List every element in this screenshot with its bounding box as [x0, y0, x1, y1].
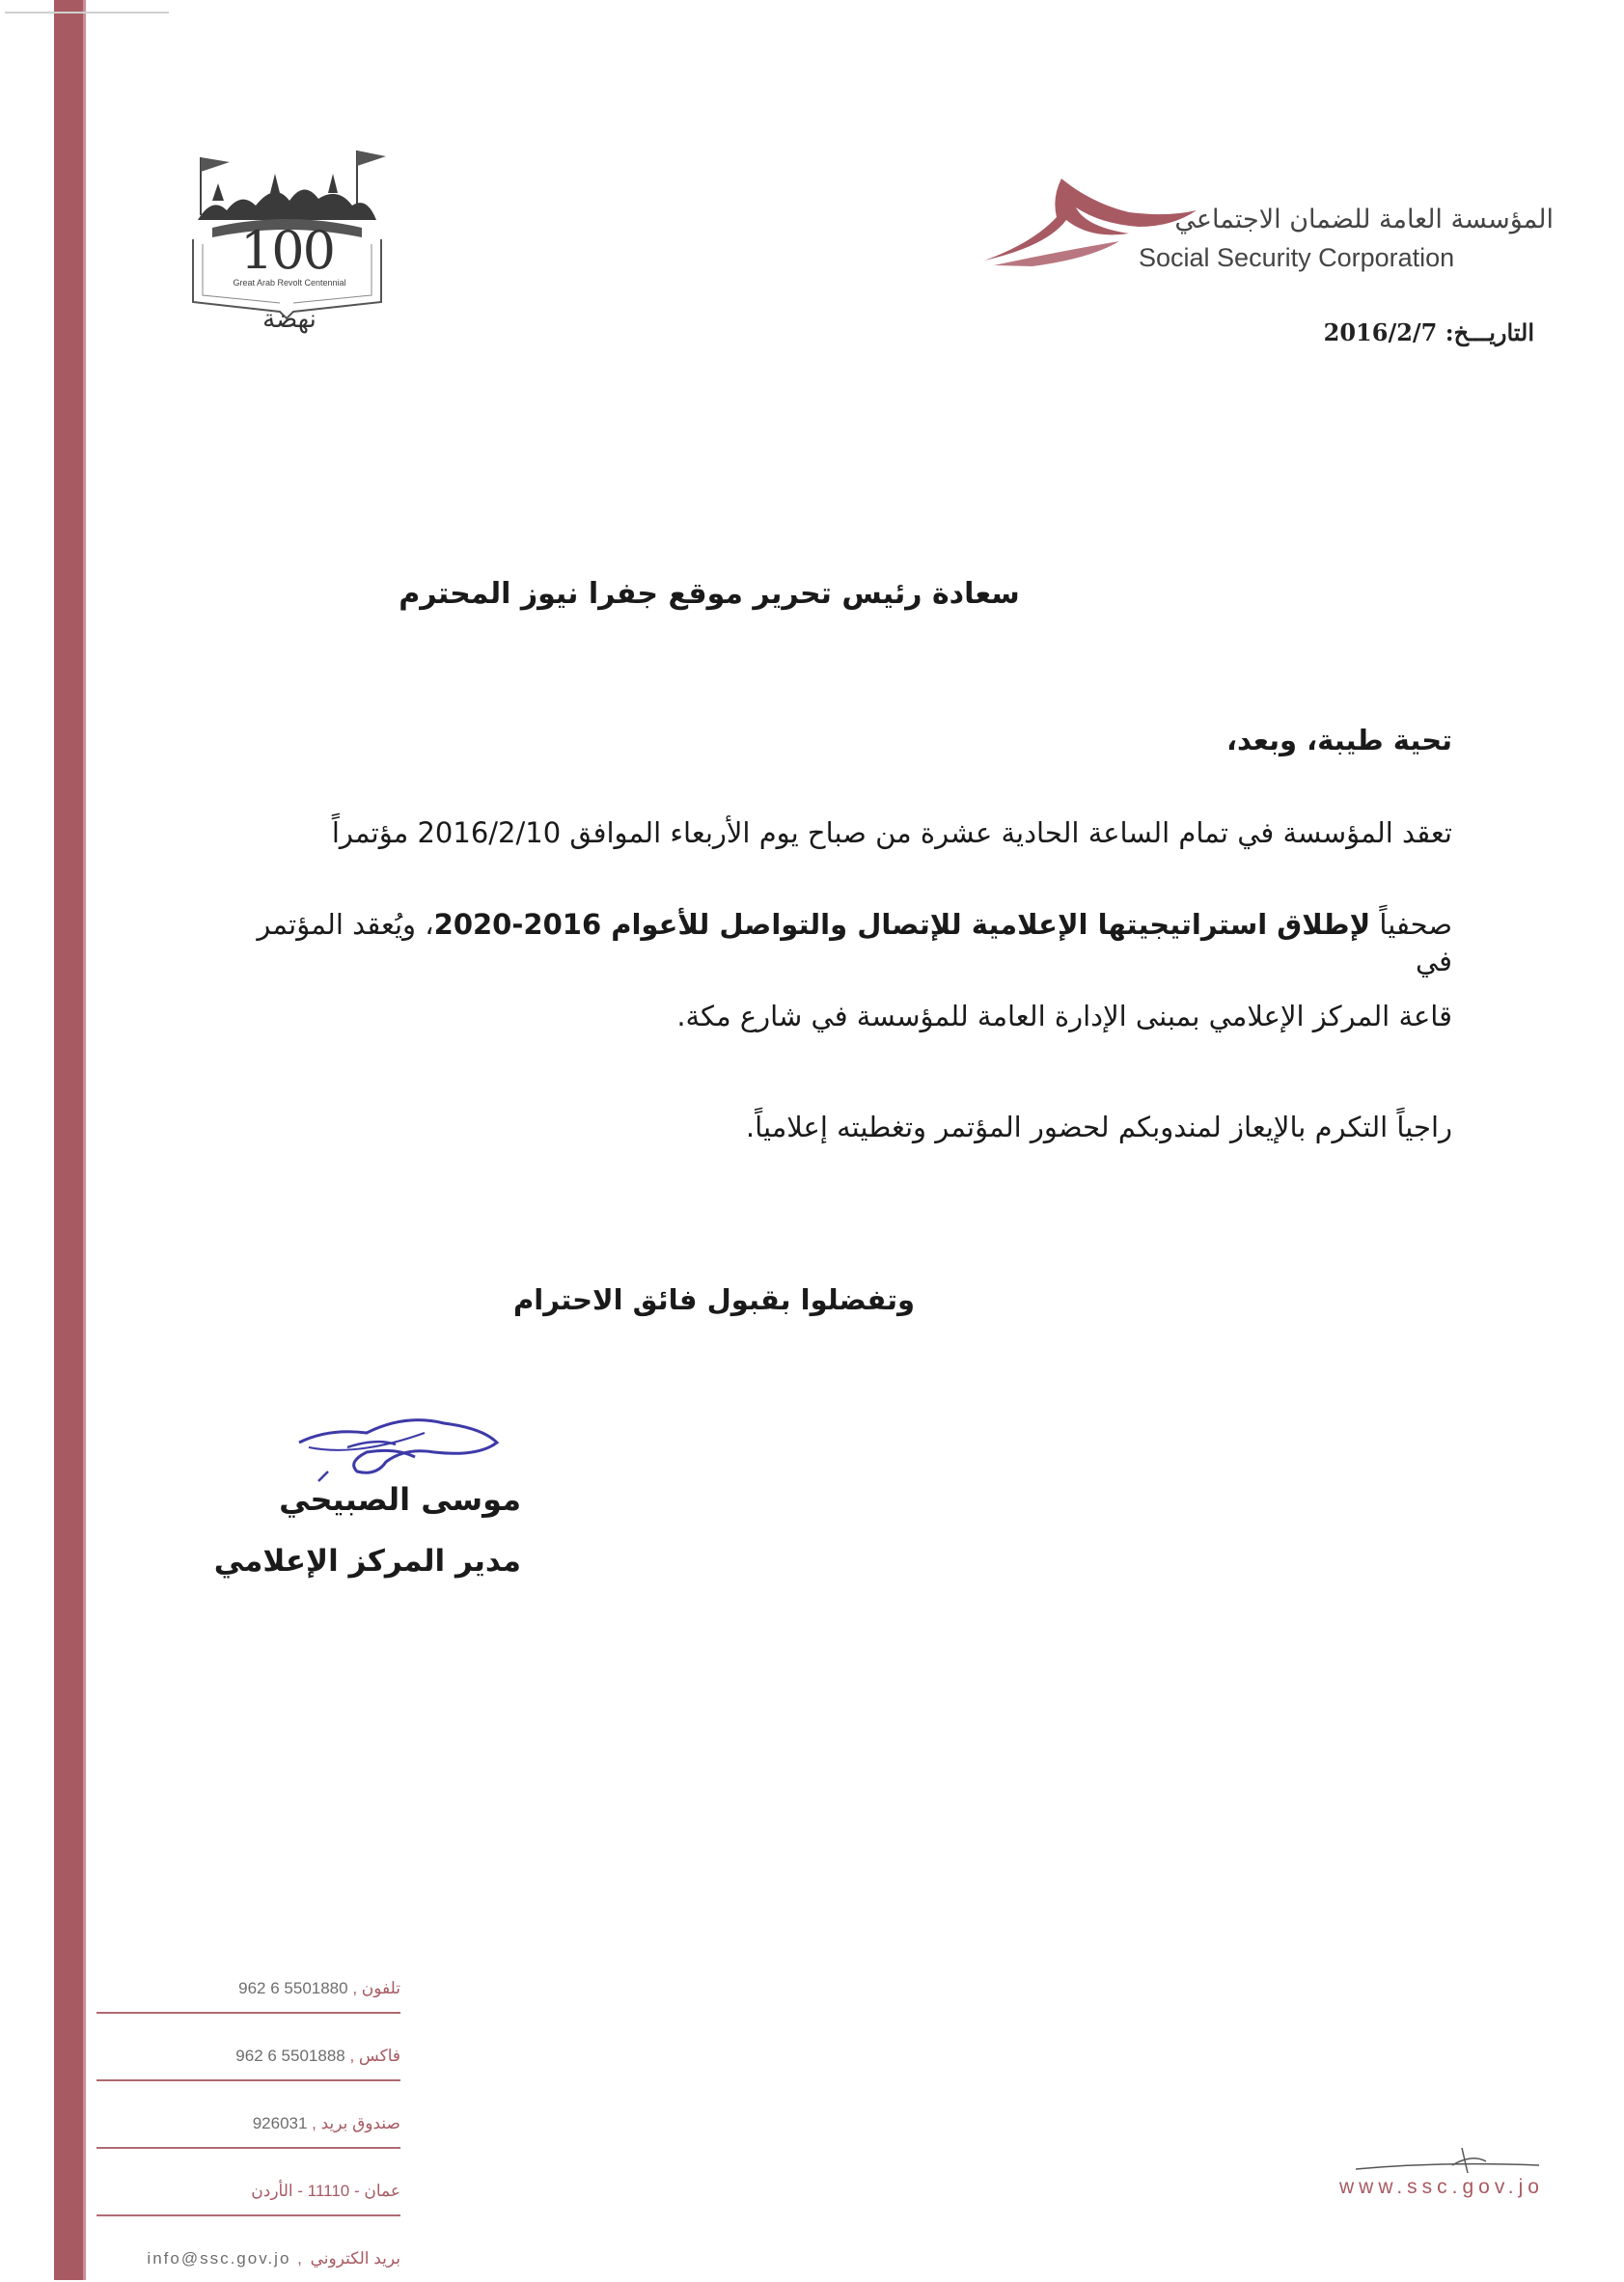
- letter-date: [1158, 318, 1534, 346]
- body-paragraph-1: تعقد المؤسسة في تمام الساعة الحادية عشرة من صباح يوم الأربعاء الموافق 2016/2/10 مؤتمراً: [331, 816, 1452, 849]
- letter-closing: وتفضلوا بقبول فائق الاحترام: [513, 1283, 915, 1316]
- footer-email: info@ssc.gov.jo: [147, 2249, 291, 2268]
- footer-phone-label: تلفون: [361, 1979, 400, 1997]
- footer-pobox: 926031: [252, 2114, 308, 2132]
- top-scan-rule: [5, 12, 169, 14]
- p2-end: ، ويُعقد المؤتمر في: [257, 908, 1452, 977]
- footer-city: عمان - 11110 - الأردن: [251, 2182, 400, 2200]
- footer-fax: 962 6 5501888: [235, 2047, 345, 2065]
- letter-salutation: سعادة رئيس تحرير موقع جفرا نيوز المحترم: [399, 577, 1020, 611]
- signer-name: موسى الصبيحي: [279, 1481, 521, 1518]
- p2-start: صحفياً: [1370, 908, 1452, 941]
- body-paragraph-4: راجياً التكرم بالإيعاز لمندوبكم لحضور المؤتمر وتغطيته إعلامياً.: [745, 1111, 1452, 1143]
- centennial-logo: [183, 143, 391, 345]
- handwritten-signature: [289, 1404, 521, 1491]
- body-paragraph-3: قاعة المركز الإعلامي بمبنى الإدارة العامة للمؤسسة في شارع مكة.: [676, 1000, 1452, 1032]
- footer-city-row: [96, 2147, 400, 2216]
- footer-pobox-label: صندوق بريد: [320, 2114, 400, 2132]
- centennial-word: نهضة: [262, 305, 317, 334]
- footer-pobox-row: 926031 , صندوق بريد: [96, 2079, 400, 2149]
- left-decorative-band: [54, 0, 83, 2280]
- date-label: التاريـــخ:: [1445, 318, 1534, 346]
- org-name-english: Social Security Corporation: [1139, 243, 1455, 272]
- footer-fax-row: 962 6 5501888 , فاكس: [96, 2012, 400, 2081]
- letter-greeting: تحية طيبة، وبعد،: [1225, 724, 1452, 756]
- website-url[interactable]: www.ssc.gov.jo: [1339, 2176, 1544, 2198]
- p2-bold: لإطلاق استراتيجيتها الإعلامية للإتصال والتواصل للأعوام 2016-2020: [433, 908, 1371, 941]
- org-name-arabic: المؤسسة العامة للضمان الاجتماعي: [1174, 205, 1554, 234]
- centennial-caption: Great Arab Revolt Centennial: [233, 278, 346, 288]
- left-band-edge: [83, 0, 86, 2280]
- footer-email-row: info@ssc.gov.jo , بريد الكتروني: [147, 2249, 400, 2268]
- footer-phone-row: 962 6 5501880 , تلفون: [96, 1944, 400, 2014]
- date-value: 2016/2/7: [1323, 318, 1438, 346]
- website-swoosh-mark: [1356, 2140, 1549, 2179]
- signer-title: مدير المركز الإعلامي: [213, 1544, 521, 1579]
- centennial-number: 100: [239, 220, 335, 281]
- body-paragraph-2: [212, 907, 1452, 979]
- footer-phone: 962 6 5501880: [238, 1979, 348, 1997]
- footer-email-label: بريد الكتروني: [310, 2249, 400, 2268]
- footer-fax-label: فاكس: [358, 2047, 400, 2065]
